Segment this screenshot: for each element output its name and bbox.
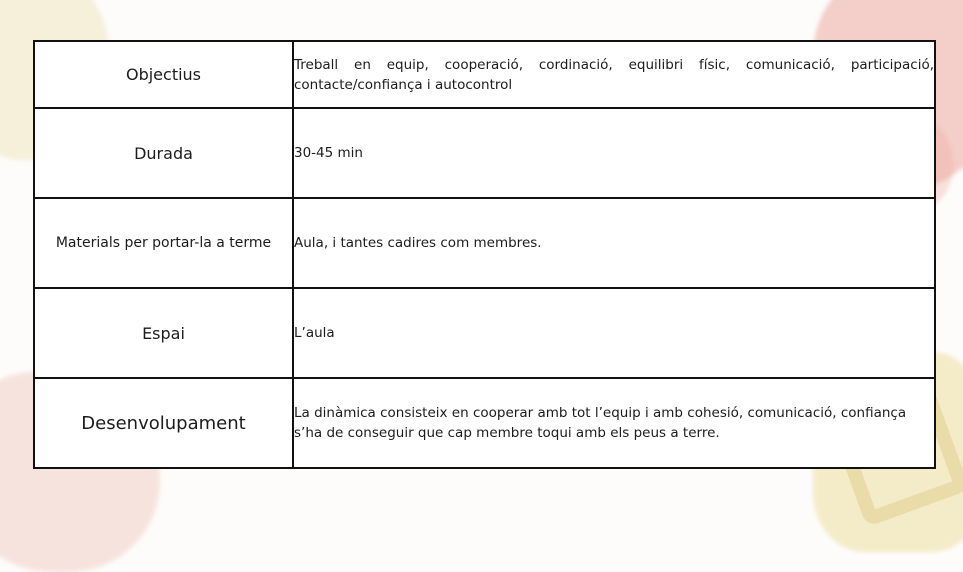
table-row (34, 108, 935, 198)
row-value-durada: 30-45 min (293, 108, 935, 198)
row-value-objectius: Treball en equip, cooperació, cordinació, equilibri físic, comunicació, participació, contacte/confiança i autocontrol (293, 41, 935, 108)
table-row (34, 198, 935, 288)
row-value-desenvolupament: La dinàmica consisteix en cooperar amb tot l’equip i amb cohesió, comunicació, confiança s’ha de conseguir que cap membre toqui amb els peus a terre. (293, 378, 935, 468)
table-row (34, 288, 935, 378)
row-value-espai: L’aula (293, 288, 935, 378)
row-label-desenvolupament: Desenvolupament (34, 378, 293, 468)
table-row (34, 41, 935, 108)
row-label-durada: Durada (34, 108, 293, 198)
activity-info-table (33, 40, 936, 469)
row-label-materials: Materials per portar-la a terme (34, 198, 293, 288)
row-label-objectius: Objectius (34, 41, 293, 108)
row-label-espai: Espai (34, 288, 293, 378)
table-row (34, 378, 935, 468)
row-value-materials: Aula, i tantes cadires com membres. (293, 198, 935, 288)
